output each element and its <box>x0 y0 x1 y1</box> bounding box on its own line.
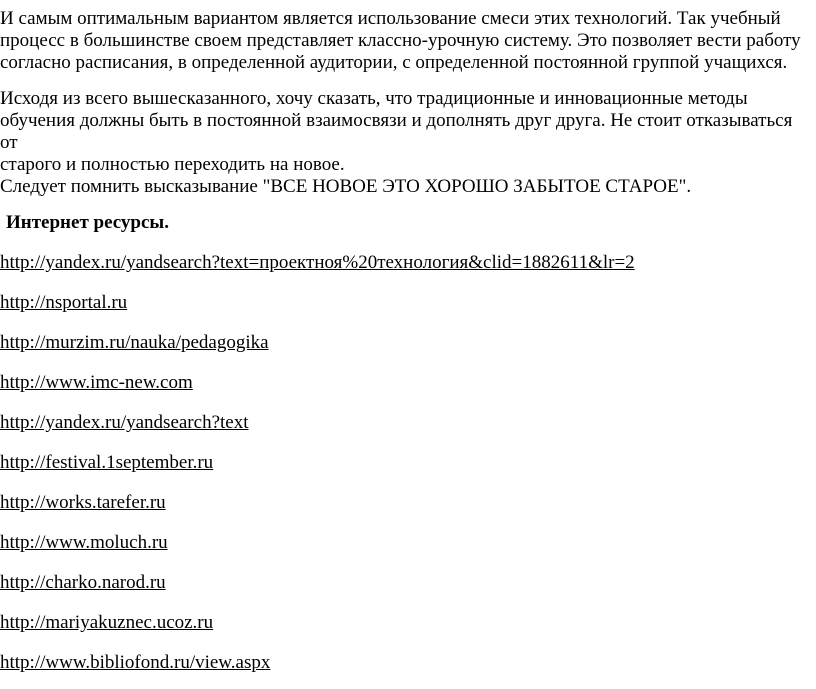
paragraph-line: обучения должны быть в постоянной взаимосвязи и дополнять друг друга. Не стоит отказываться от <box>0 110 793 153</box>
paragraph-line: Следует помнить высказывание "ВСЕ НОВОЕ ЭТО ХОРОШО ЗАБЫТОЕ СТАРОЕ". <box>0 176 692 197</box>
internet-resources-list <box>0 252 816 674</box>
section-heading-internet-resources: Интернет ресурсы. <box>6 212 170 233</box>
paragraph-line: согласно расписания, в определенной аудитории, с определенной постоянной группой учащихся. <box>0 52 788 73</box>
resource-link[interactable]: http://www.imc-new.com <box>0 372 193 393</box>
resource-link[interactable]: http://www.bibliofond.ru/view.aspx <box>0 652 271 673</box>
paragraph-line: старого и полностью переходить на новое. <box>0 154 345 175</box>
paragraph-line: процесс в большинстве своем представляет классно-урочную систему. Это позволяет вести работу <box>0 30 801 51</box>
paragraph-line: Исходя из всего вышесказанного, хочу сказать, что традиционные и инновационные методы <box>0 88 748 109</box>
resource-link[interactable]: http://festival.1september.ru <box>0 452 214 473</box>
resource-link[interactable]: http://works.tarefer.ru <box>0 492 166 513</box>
resource-link[interactable]: http://charko.narod.ru <box>0 572 166 593</box>
resource-link[interactable]: http://mariyakuznec.ucoz.ru <box>0 612 214 633</box>
paragraph-optimal-mix <box>0 8 816 74</box>
resource-link[interactable]: http://nsportal.ru <box>0 292 128 313</box>
resource-link[interactable]: http://www.moluch.ru <box>0 532 168 553</box>
paragraph-conclusion <box>0 88 816 198</box>
resource-link[interactable]: http://murzim.ru/nauka/pedagogika <box>0 332 269 353</box>
resource-link[interactable]: http://yandex.ru/yandsearch?text <box>0 412 249 433</box>
paragraph-line: И самым оптимальным вариантом является использование смеси этих технологий. Так учебный <box>0 8 781 29</box>
resource-link[interactable]: http://yandex.ru/yandsearch?text=проектноя%20технология&clid=1882611&lr=2 <box>0 252 635 273</box>
